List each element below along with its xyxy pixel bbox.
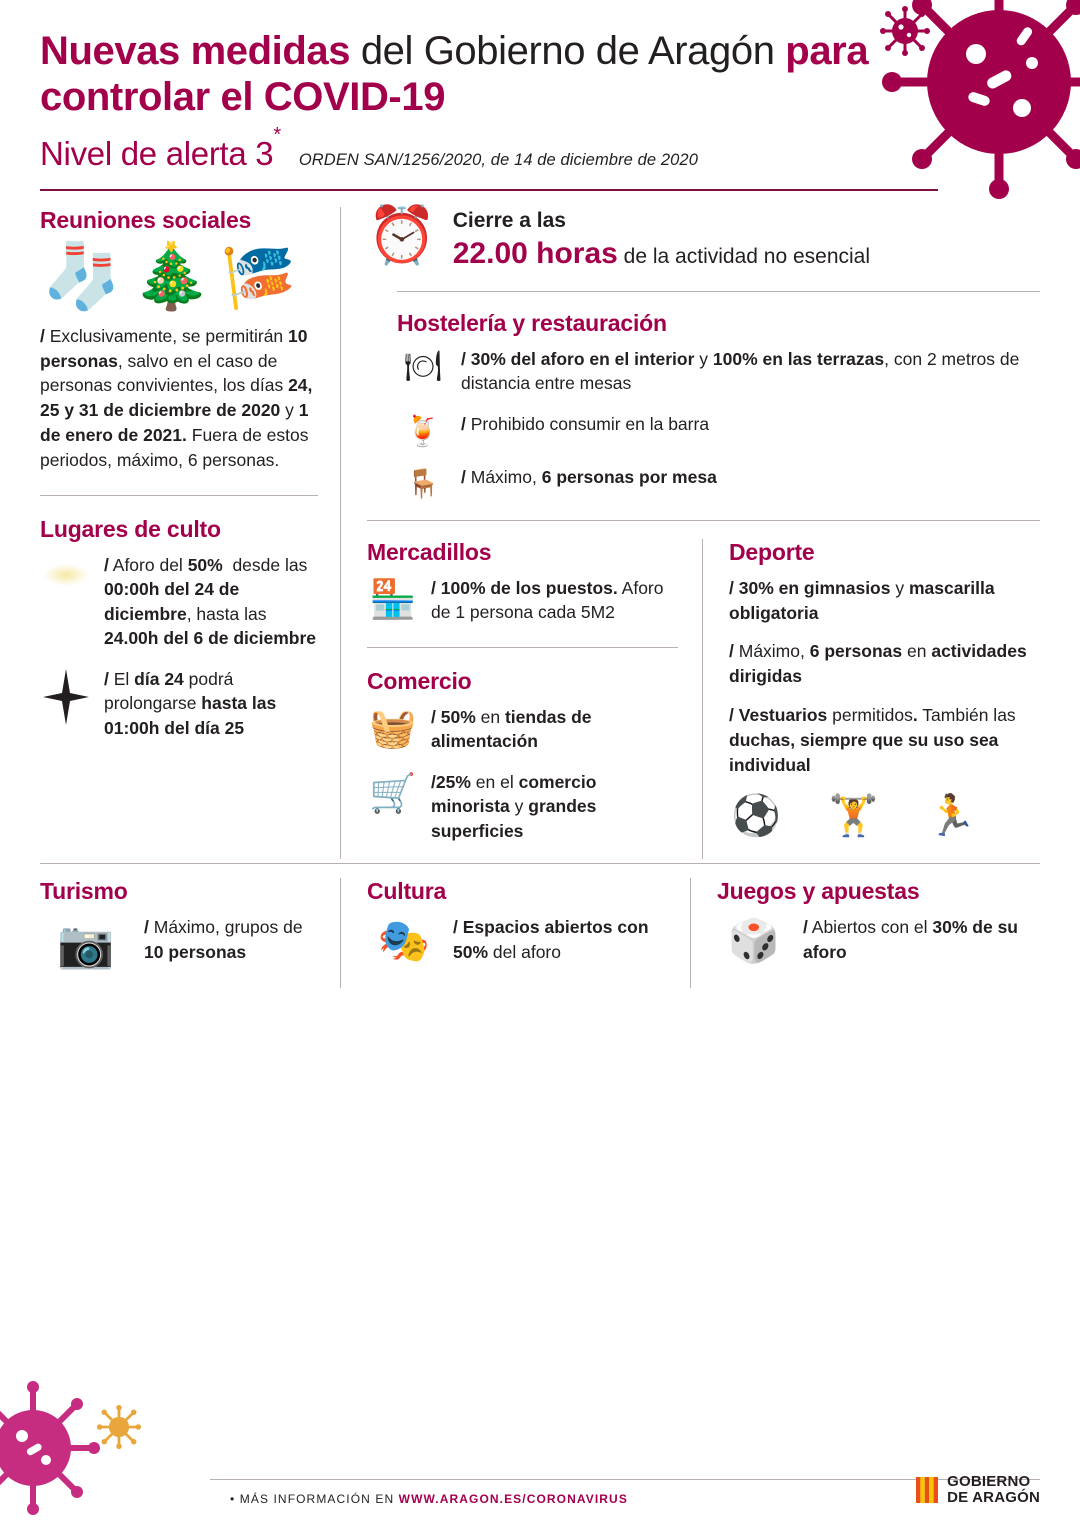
- divider-left-1: [40, 495, 318, 496]
- section-title-turismo: Turismo: [40, 878, 128, 905]
- virus-bottom-left-small-icon: [96, 1404, 142, 1450]
- comercio-item-2-text: /25% en el comercio minorista y grandes superficies: [431, 771, 597, 841]
- footer-info-prefix: MÁS INFORMACIÓN EN: [239, 1492, 399, 1506]
- culto-item-2: [40, 667, 318, 741]
- deporte-item-3: / Vestuarios permitidos. También las duchas, siempre que su uso sea individual: [729, 705, 1016, 775]
- hosteleria-block: [367, 310, 1040, 500]
- alert-level-text: Nivel de alerta 3: [40, 134, 274, 172]
- section-title-cultura: Cultura: [367, 878, 447, 905]
- section-title-deporte: Deporte: [729, 538, 815, 565]
- christmas-stocking-icon: 🧦: [42, 239, 122, 312]
- camera-icon: 📷: [57, 918, 115, 971]
- section-title-reuniones: Reuniones sociales: [40, 206, 252, 233]
- shopping-basket-icon: 🧺: [369, 707, 417, 750]
- star-icon: [40, 667, 92, 730]
- christmas-tree-icon: 🎄: [131, 239, 212, 312]
- closing-line-2: [453, 237, 870, 271]
- logo-line-2: DE ARAGÓN: [947, 1489, 1040, 1507]
- runner-icon: 🏃: [926, 793, 977, 838]
- turismo-cell: [40, 878, 340, 988]
- deporte-item-1: / 30% en gimnasios y mascarilla obligatoria: [729, 577, 995, 623]
- alarm-clock-icon: ⏰: [367, 202, 437, 266]
- section-title-juegos: Juegos y apuestas: [717, 878, 920, 905]
- closing-line-1: Cierre a las: [452, 208, 566, 232]
- juegos-text: / Abiertos con el 30% de su aforo: [803, 917, 1019, 962]
- closing-time-text: [453, 207, 870, 271]
- main-content: [0, 191, 1080, 860]
- reuniones-illustrations: [42, 239, 318, 312]
- deporte-illustrations: [731, 793, 1040, 838]
- title-plain: del Gobierno de Aragón: [350, 29, 786, 73]
- comercio-item-1: [367, 705, 678, 754]
- turismo-item: [40, 915, 320, 972]
- section-title-comercio: Comercio: [367, 667, 472, 694]
- divider-right-2: [367, 520, 1040, 521]
- footer-url[interactable]: WWW.ARAGON.ES/CORONAVIRUS: [398, 1492, 628, 1506]
- middle-two-columns: [367, 539, 1040, 860]
- mercadillos-item-1: [367, 576, 678, 625]
- comercio-item-2: [367, 770, 678, 844]
- hosteleria-item-3: [397, 465, 1040, 500]
- alert-level: [40, 123, 281, 173]
- culto-item-1: [40, 553, 318, 651]
- cultura-text: / Espacios abiertos con 50% del aforo: [453, 917, 649, 962]
- hosteleria-item-1-text: / 30% del aforo en el interior y 100% en las terrazas, con 2 metros de distancia entre mesas: [461, 348, 1020, 394]
- divider-right-1: [397, 291, 1040, 292]
- alert-level-asterisk: *: [273, 123, 281, 146]
- section-title-mercadillos: Mercadillos: [367, 538, 492, 565]
- aragon-flag-icon: [916, 1477, 938, 1503]
- reuniones-text: / Exclusivamente, se permitirán 10 personas, salvo en el caso de personas convivientes, los días 24, 25 y 31 de diciembre de 2020 y 1 de enero de 2021. Fuera de estos periodos, máximo, 6 personas.: [40, 325, 313, 470]
- comercio-item-1-text: / 50% en tiendas de alimentación: [431, 706, 592, 752]
- closing-rest: de la actividad no esencial: [617, 244, 871, 268]
- page-title: [40, 28, 870, 121]
- subtitle-row: [40, 123, 1040, 173]
- table-chairs-icon: 🪑: [405, 467, 441, 499]
- cultura-cell: [340, 878, 690, 988]
- footer-bullet: •: [230, 1492, 236, 1506]
- deporte-column: [702, 539, 1040, 860]
- juegos-item: [717, 915, 1020, 966]
- right-column: [340, 202, 1040, 860]
- mercadillos-item-1-text: / 100% de los puestos. Aforo de 1 persona cada 5M2: [431, 577, 664, 623]
- hosteleria-item-3-text: / Máximo, 6 personas por mesa: [461, 466, 717, 487]
- culto-item-2-text: / El día 24 podrá prolongarse hasta las 01:00h del día 25: [104, 668, 277, 738]
- section-title-hosteleria: Hostelería y restauración: [397, 309, 667, 336]
- hosteleria-item-1: [397, 347, 1040, 396]
- divider-bottom: [40, 863, 1040, 864]
- footer: [0, 1473, 1080, 1528]
- mercadillos-comercio-column: [367, 539, 702, 860]
- christmas-bauble-icon: 🎏: [221, 243, 297, 311]
- soccer-ball-icon: ⚽: [731, 793, 781, 838]
- title-highlight-2: para controlar el COVID-19: [40, 29, 869, 120]
- culto-item-1-text: / Aforo del 50% desde las 00:00h del 24 de diciembre, hasta las 24.00h del 6 de diciembre: [104, 554, 317, 649]
- divider-mercadillos: [367, 647, 678, 648]
- title-highlight-1: Nuevas medidas: [40, 29, 351, 73]
- dice-icon: 🎲: [727, 917, 781, 965]
- left-column: [40, 207, 340, 860]
- market-stall-icon: 🏪: [369, 578, 417, 621]
- order-reference: ORDEN SAN/1256/2020, de 14 de diciembre de 2020: [298, 150, 698, 169]
- shopping-cart-icon: 🛒: [369, 772, 417, 815]
- cocktail-icon: 🍹: [404, 414, 442, 448]
- bottom-divider-wrap: [0, 863, 1080, 864]
- hosteleria-item-2-text: / Prohibido consumir en la barra: [461, 413, 710, 434]
- food-tray-icon: 🍽: [403, 349, 443, 383]
- glow-icon: [40, 553, 92, 600]
- hosteleria-item-2: [397, 412, 1040, 449]
- theatre-masks-icon: 🎭: [377, 917, 431, 965]
- gobierno-aragon-logo: [916, 1474, 1040, 1506]
- weightlifter-icon: 🏋️: [828, 793, 879, 838]
- closing-hours: 22.00 horas: [452, 236, 618, 270]
- deporte-item-2: / Máximo, 6 personas en actividades dirigidas: [729, 641, 1027, 687]
- cultura-item: [367, 915, 670, 966]
- header: [0, 0, 1080, 173]
- gobierno-aragon-text: [947, 1474, 1040, 1506]
- closing-time-block: [367, 202, 1040, 271]
- logo-line-1: GOBIERNO: [947, 1473, 1031, 1491]
- juegos-cell: [690, 878, 1040, 988]
- bottom-sections: [0, 878, 1080, 988]
- turismo-text: / Máximo, grupos de 10 personas: [144, 917, 303, 962]
- section-title-culto: Lugares de culto: [40, 515, 221, 542]
